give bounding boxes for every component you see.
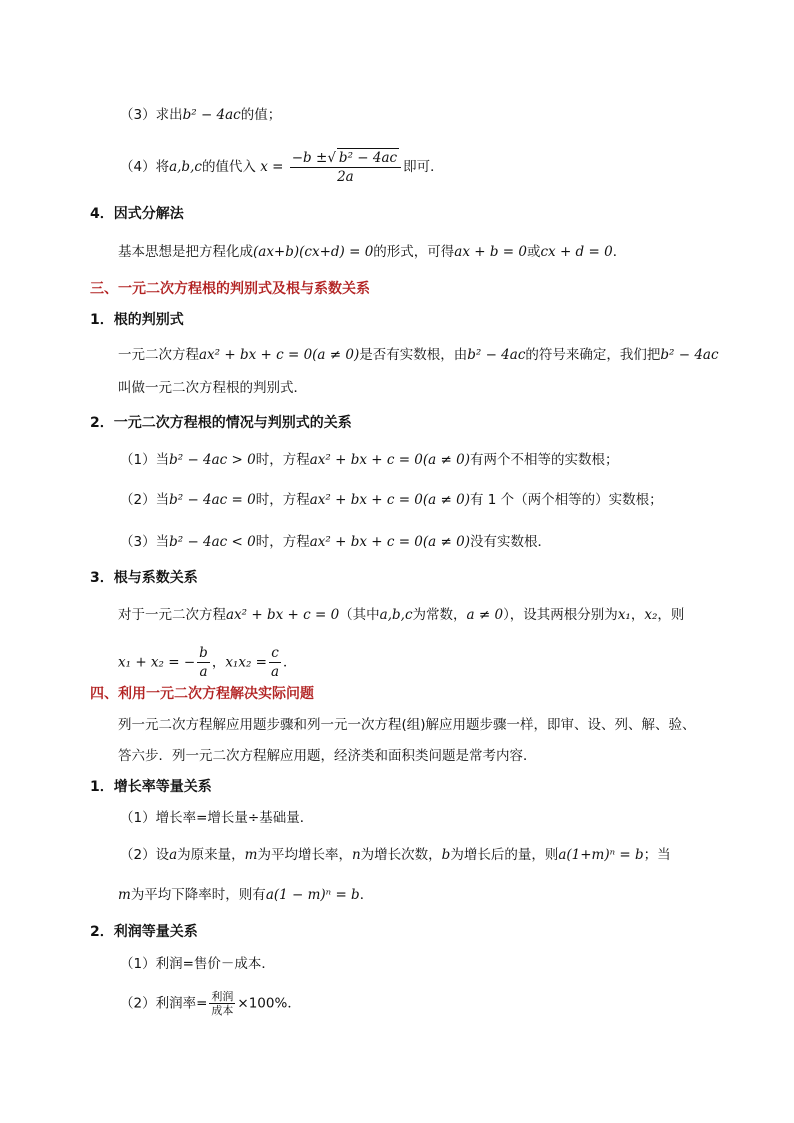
text: （3）当 (120, 534, 170, 550)
numerator-prefix: −b ± (291, 150, 328, 166)
profit-definition: （1）利润=售价－成本． (120, 956, 275, 972)
step-3-compute-discriminant (120, 105, 281, 125)
math-expression: (ax+b)(cx+d) = 0 (253, 244, 374, 260)
text: 对于一元二次方程 (118, 607, 226, 623)
math-expression: a,b,c (379, 607, 413, 623)
profit-rate-fraction (209, 990, 235, 1017)
factorization-heading: 4．因式分解法 (90, 206, 184, 222)
text: （其中 (339, 607, 380, 623)
math-expression: ax² + bx + c = 0(a ≠ 0) (199, 347, 360, 363)
math-expression: b² − 4ac (660, 347, 719, 363)
radicand: b² − 4ac (338, 150, 398, 166)
text: 即可． (403, 159, 444, 175)
text: 时，方程 (255, 492, 310, 508)
text: ， (211, 654, 226, 671)
application-steps-line1: 列一元二次方程解应用题步骤和列一元一次方程(组)解应用题步骤一样，即审、设、列、解、验、 (118, 717, 696, 733)
text: ），设其两根分别为 (503, 607, 618, 623)
application-steps-line2: 答六步．列一元二次方程解应用题，经济类和面积类问题是常考内容． (118, 748, 537, 764)
product-fraction (269, 644, 281, 681)
math-expression: b² − 4ac > 0 (169, 452, 256, 468)
text: 为增长次数， (360, 847, 442, 863)
growth-rate-heading: 1．增长率等量关系 (90, 779, 212, 795)
text: ． (359, 887, 374, 903)
fraction-denominator: a (199, 664, 208, 680)
math-expression: a(1 − m)ⁿ = b (265, 887, 360, 903)
text: （1）当 (120, 452, 170, 468)
text: ， (630, 607, 645, 623)
sum-fraction (197, 644, 210, 681)
discriminant-paragraph-line1 (118, 345, 719, 365)
quadratic-formula-fraction (290, 148, 401, 186)
text: 一元二次方程 (118, 347, 199, 363)
text: 是否有实数根，由 (359, 347, 468, 363)
text: ；当 (643, 847, 671, 863)
fraction-numerator: 利润 (211, 990, 234, 1003)
text: 基本思想是把方程化成 (118, 244, 253, 260)
text: 时，方程 (255, 452, 310, 468)
math-expression: b² − 4ac < 0 (169, 534, 256, 550)
math-expression: cx + d = 0 (540, 244, 613, 260)
math-expression: b² − 4ac (467, 347, 526, 363)
text: 时，方程 (255, 534, 310, 550)
discriminant-paragraph-line2: 叫做一元二次方程根的判别式． (118, 380, 307, 396)
text: 为原来量， (177, 847, 245, 863)
case-zero-discriminant (120, 490, 663, 510)
math-expression: a,b,c (169, 159, 202, 175)
text: ×100%． (237, 995, 301, 1012)
math-expression: x = (260, 159, 284, 175)
math-expression: b² − 4ac = 0 (169, 492, 256, 508)
text: 的值； (240, 107, 282, 123)
discriminant-heading: 1．根的判别式 (90, 312, 184, 328)
math-variable: a (169, 847, 178, 863)
text: 为平均下降率时，则有 (130, 887, 266, 903)
math-expression: ax + b = 0 (454, 244, 527, 260)
case-positive-discriminant (120, 450, 618, 470)
text: 的值代入 (201, 159, 256, 175)
text: （2）当 (120, 492, 170, 508)
math-variable: b (441, 847, 451, 863)
text: 没有实数根． (469, 534, 551, 550)
fraction-numerator: b (199, 645, 208, 661)
fraction-numerator: c (269, 644, 281, 663)
text: 有两个不相等的实数根； (469, 452, 619, 468)
math-variable: m (244, 847, 258, 863)
math-expression: ax² + bx + c = 0(a ≠ 0) (309, 534, 470, 550)
profit-rate-formula (120, 990, 301, 1017)
growth-rate-definition: （1）增长率=增长量÷基础量． (120, 810, 314, 826)
text: ，则 (657, 607, 685, 623)
text: 的符号来确定，我们把 (525, 347, 661, 363)
math-expression: ax² + bx + c = 0(a ≠ 0) (309, 492, 470, 508)
section-4-heading: 四、利用一元二次方程解决实际问题 (90, 686, 314, 702)
text: 为常数， (412, 607, 467, 623)
case-negative-discriminant (120, 532, 551, 552)
math-expression: b² − 4ac (182, 107, 241, 123)
math-variable: m (118, 887, 131, 903)
fraction-denominator: 2a (337, 169, 354, 185)
roots-discriminant-relation-heading: 2．一元二次方程根的情况与判别式的关系 (90, 415, 352, 431)
vieta-formulas (118, 644, 297, 681)
text: 为平均增长率， (257, 847, 352, 863)
text: ． (283, 654, 297, 671)
step-4-quadratic-formula (120, 148, 444, 186)
fraction-denominator: 成本 (211, 1004, 234, 1017)
math-expression: a(1+m)ⁿ = b (558, 847, 644, 863)
growth-rate-formula-line1 (120, 845, 671, 865)
step-label: （3）求出 (120, 107, 183, 123)
math-expression: x₁x₂ = (225, 654, 267, 671)
math-expression: ax² + bx + c = 0(a ≠ 0) (309, 452, 470, 468)
section-3-heading: 三、一元二次方程根的判别式及根与系数关系 (90, 281, 370, 297)
text: 为增长后的量，则 (450, 847, 559, 863)
math-expression: x₁ + x₂ = − (118, 654, 196, 671)
math-expression: x₂ (644, 607, 658, 623)
math-variable: n (351, 847, 361, 863)
sqrt-icon: √ (327, 150, 336, 166)
math-expression: x₁ (617, 607, 631, 623)
vieta-heading: 3．根与系数关系 (90, 570, 198, 586)
step-label: （4）将 (120, 159, 170, 175)
fraction-numerator (290, 148, 401, 168)
growth-rate-formula-line2 (118, 885, 373, 905)
text: 或 (526, 244, 541, 260)
profit-heading: 2．利润等量关系 (90, 924, 198, 940)
text: （2）利润率= (120, 995, 208, 1012)
text: ． (612, 244, 627, 260)
text: （2）设 (120, 847, 170, 863)
text: 的形式，可得 (373, 244, 455, 260)
math-expression: a ≠ 0 (466, 607, 504, 623)
text: 有 1 个（两个相等的）实数根； (469, 492, 663, 508)
math-expression: ax² + bx + c = 0 (226, 607, 340, 623)
fraction-denominator: a (270, 664, 280, 680)
vieta-paragraph-line1 (118, 605, 684, 625)
factorization-paragraph (118, 242, 626, 262)
